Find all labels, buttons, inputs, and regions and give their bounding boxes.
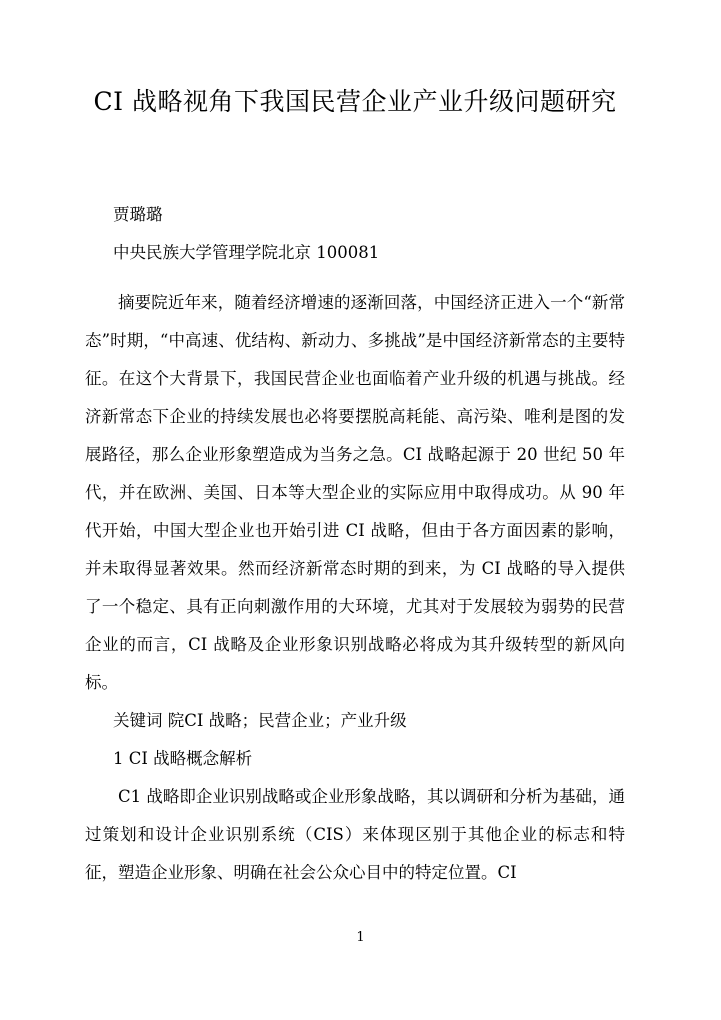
section-1-paragraph: C1 战略即企业识别战略或企业形象战略，其以调研和分析为基础，通过策划和设计企业识别系统（CIS）来体现区别于其他企业的标志和特征，塑造企业形象、明确在社会公众心目中的特定位置。CI [85, 787, 625, 882]
section-heading-1: 1 CI 战略概念解析 [113, 749, 253, 768]
keywords-line: 关键词 院CI 战略；民营企业；产业升级 [113, 711, 407, 730]
abstract-block [85, 284, 625, 702]
author-block [85, 196, 625, 272]
abstract-paragraph: 摘要院近年来，随着经济增速的逐渐回落，中国经济正进入一个“新常态”时期，“中高速、优结构、新动力、多挑战”是中国经济新常态的主要特征。在这个大背景下，我国民营企业也面临着产业升级的机遇与挑战。经济新常态下企业的持续发展也必将要摆脱高耗能、高污染、唯利是图的发展路径，那么企业形象塑造成为当务之急。CI 战略起源于 20 世纪 50 年代，并在欧洲、美国、日本等大型企业的实际应用中取得成功。从 90 年代开始，中国大型企业也开始引进 CI 战略，但由于各方面因素的影响，并未取得显著效果。然而经济新常态时期的到来，为 CI 战略的导入提供了一个稳定、具有正向刺激作用的大环境，尤其对于发展较为弱势的民营企业的而言，CI 战略及企业形象识别战略必将成为其升级转型的新风向标。 [85, 293, 625, 692]
author-affiliation: 中央民族大学管理学院北京 100081 [113, 243, 380, 262]
document-content [85, 0, 625, 892]
page-title: CI 战略视角下我国民营企业产业升级问题研究 [93, 87, 617, 116]
page-number: 1 [356, 930, 365, 945]
author-name: 贾璐璐 [113, 205, 163, 224]
